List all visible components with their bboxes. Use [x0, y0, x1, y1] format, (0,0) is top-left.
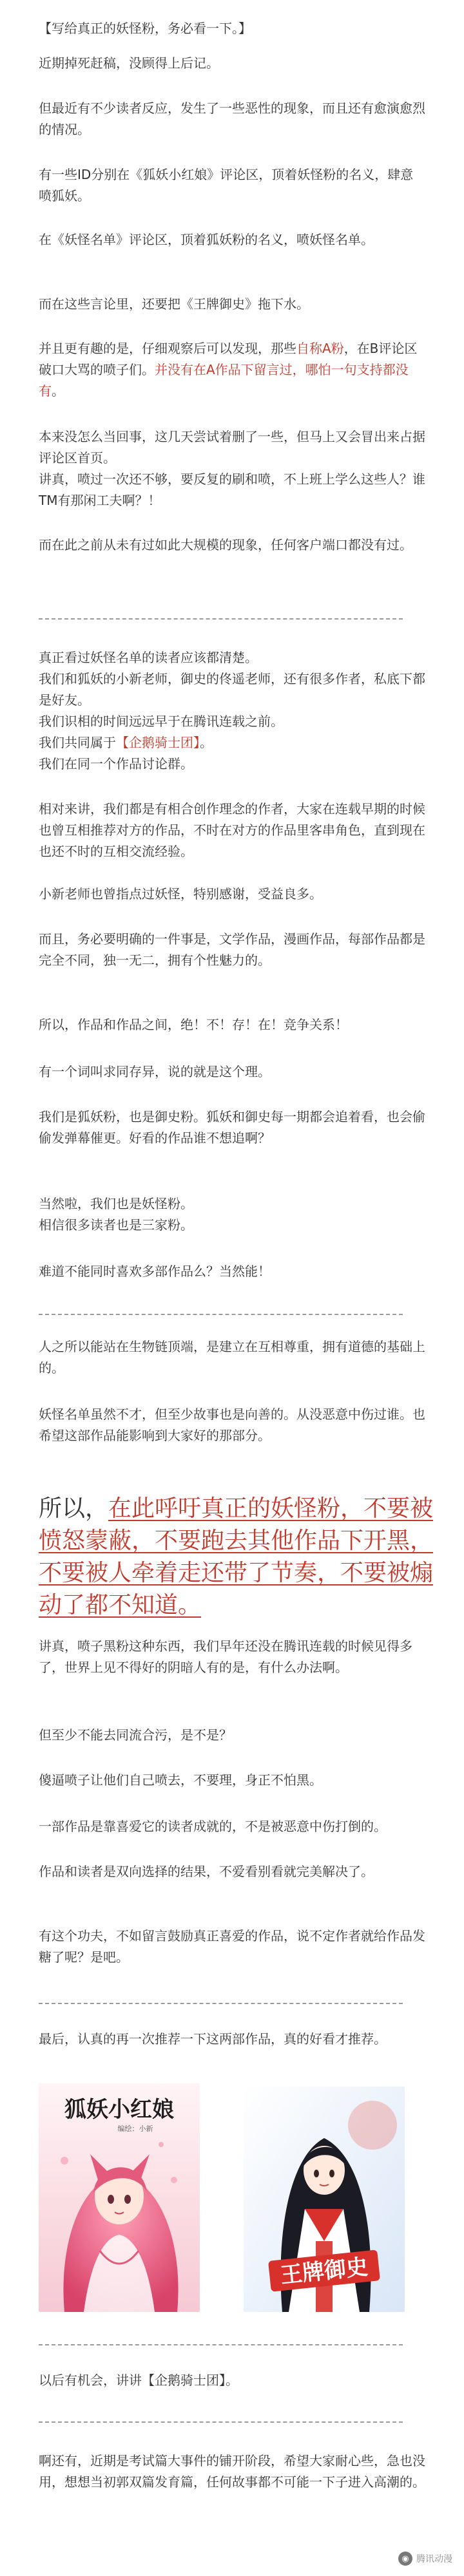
- cover-illustration: [244, 2087, 405, 2312]
- section-divider: [39, 2003, 403, 2004]
- paragraph: 相信很多读者也是三家粉。: [39, 1217, 193, 1233]
- paragraph: 但至少不能去同流合污，是不是？: [39, 1727, 232, 1743]
- cover-title: 狐妖小红娘: [64, 2097, 174, 2123]
- paragraph: 在《妖怪名单》评论区，顶着狐妖粉的名义，喷妖怪名单。: [39, 232, 374, 247]
- paragraph: 相对来讲，我们都是有相合创作理念的作者，大家在连载早期的时候也曾互相推荐对方的作品，不时在对方的作品里客串角色，直到现在也还不时的互相交流经验。: [39, 801, 425, 859]
- highlight-text: 并没有在A作品下留言过，哪怕一句支持都没有: [39, 362, 409, 399]
- section-divider: [39, 2344, 403, 2345]
- section-divider: [39, 2421, 403, 2423]
- text-span: 我们共同属于: [39, 735, 116, 750]
- paragraph: 人之所以能站在生物链顶端，是建立在互相尊重，拥有道德的基础上的。: [39, 1339, 425, 1376]
- cover-image-royal-censor[interactable]: [244, 2087, 405, 2312]
- paragraph: 有这个功夫，不如留言鼓励真正喜爱的作品，说不定作者就给作品发糖了呢？是吧。: [39, 1928, 425, 1965]
- paragraph: 啊还有，近期是考试篇大事件的铺开阶段，希望大家耐心些，急也没用，想想当初郭双篇发育篇，任何故事都不可能一下子进入高潮的。: [39, 2453, 425, 2490]
- watermark-text: 腾讯动漫: [416, 2554, 452, 2564]
- paragraph: 真正看过妖怪名单的读者应该都清楚。: [39, 650, 258, 665]
- paragraph: [39, 732, 425, 753]
- tencent-comic-logo-icon: ◉: [398, 2552, 412, 2566]
- post-title: 【写给真正的妖怪粉，务必看一下。】: [39, 21, 251, 36]
- paragraph: 讲真，喷子黑粉这种东西，我们早年还没在腾讯连载的时候见得多了，世界上见不得好的阴暗人有的是，有什么办法啊。: [39, 1638, 412, 1675]
- text-span: 。: [52, 383, 64, 399]
- paragraph: 我们是狐妖粉，也是御史粉。狐妖和御史每一期都会追着看，也会偷偷发弹幕催更。好看的作品谁不想追啊？: [39, 1109, 425, 1146]
- cover-title: 王牌御史: [279, 2253, 369, 2289]
- paragraph: 所以，作品和作品之间，绝！不！存！在！竞争关系！: [39, 1017, 348, 1032]
- paragraph: 妖怪名单虽然不才，但至少故事也是向善的。从没恶意中伤过谁。也希望这部作品能影响到大家好的那部分。: [39, 1406, 425, 1443]
- text-span: 并且更有趣的是，仔细观察后可以发现，那些: [39, 341, 296, 356]
- text-span: 所以，: [39, 1495, 109, 1522]
- text-span: ，在B评论区破口大骂的喷子们。: [39, 341, 418, 377]
- paragraph: 最后，认真的再一次推荐一下这两部作品，真的好看才推荐。: [39, 2031, 387, 2047]
- paragraph: 本来没怎么当回事，这几天尝试着删了一些，但马上又会冒出来占据评论区首页。: [39, 429, 425, 466]
- highlight-text: 【企鹅骑士团】: [116, 735, 200, 750]
- section-divider: [39, 1314, 403, 1315]
- paragraph: 难道不能同时喜欢多部作品么？当然能！: [39, 1264, 271, 1279]
- paragraph: 讲真，喷过一次还不够，要反复的刷和喷，不上班上学么这些人？谁TM有那闲工夫啊？！: [39, 471, 425, 508]
- paragraph-callout: [39, 338, 425, 402]
- intro-paragraph: 近期掉死赶稿，没顾得上后记。: [39, 55, 219, 71]
- paragraph: 当然啦，我们也是妖怪粉。: [39, 1196, 193, 1211]
- cover-image-fox-matchmaker[interactable]: [39, 2083, 200, 2312]
- paragraph: 小新老师也曾指点过妖怪，特别感谢，受益良多。: [39, 886, 322, 902]
- paragraph: 傻逼喷子让他们自己喷去，不要理，身正不怕黑。: [39, 1772, 322, 1788]
- watermark: [398, 2552, 452, 2566]
- paragraph: 作品和读者是双向选择的结果，不爱看别看就完美解决了。: [39, 1864, 374, 1879]
- section-divider: [39, 618, 403, 620]
- paragraph: 而且，务必要明确的一件事是，文学作品，漫画作品，每部作品都是完全不同，独一无二，拥有个性魅力的。: [39, 931, 425, 968]
- highlighted-appeal: [39, 1493, 438, 1622]
- paragraph: 而在此之前从未有过如此大规模的现象，任何客户端口都没有过。: [39, 537, 412, 553]
- paragraph: 我们在同一个作品讨论群。: [39, 756, 193, 772]
- paragraph: 我们识相的时间远远早于在腾讯连载之前。: [39, 714, 284, 729]
- paragraph: 有一些ID分别在《狐妖小红娘》评论区，顶着妖怪粉的名义，肆意喷狐妖。: [39, 167, 414, 204]
- highlight-text: 自称A粉: [296, 341, 344, 356]
- highlight-text: 在此呼吁真正的妖怪粉，不要被愤怒蒙蔽，不要跑去其他作品下开黑，不要被人牵着走还带了节奏，不要被煽动了都不知道。: [39, 1495, 434, 1618]
- paragraph: 但最近有不少读者反应，发生了一些恶性的现象，而且还有愈演愈烈的情况。: [39, 100, 425, 137]
- paragraph: 有一个词叫求同存异，说的就是这个理。: [39, 1064, 271, 1079]
- paragraph: 以后有机会，讲讲【企鹅骑士团】。: [39, 2372, 238, 2388]
- paragraph: 我们和狐妖的小新老师，御史的佟遥老师，还有很多作者，私底下都是好友。: [39, 671, 425, 708]
- cover-illustration: [39, 2083, 200, 2312]
- paragraph: 而在这些言论里，还要把《王牌御史》拖下水。: [39, 296, 309, 312]
- text-span: 。: [200, 735, 213, 750]
- paragraph: 一部作品是靠喜爱它的读者成就的，不是被恶意中伤打倒的。: [39, 1819, 387, 1834]
- cover-author: 编绘：小新: [117, 2125, 153, 2133]
